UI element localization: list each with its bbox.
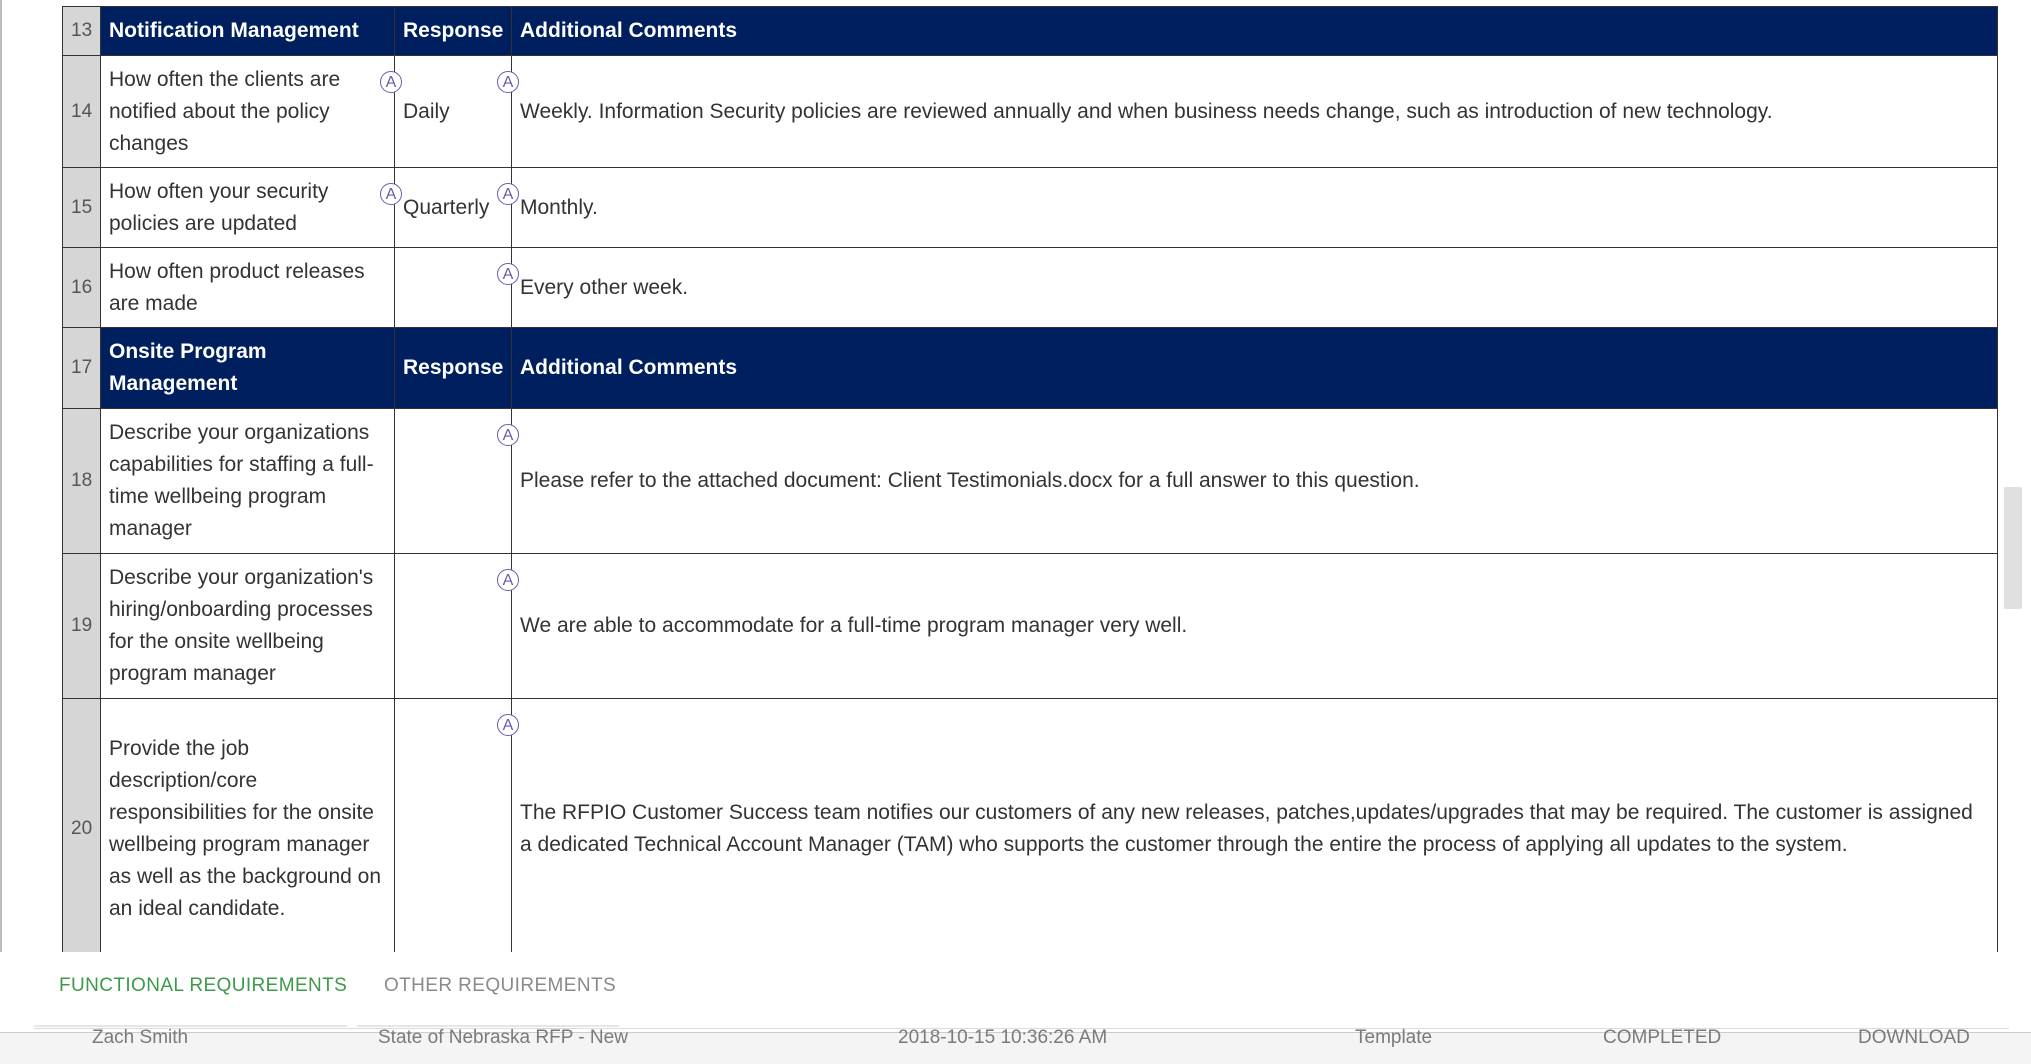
response-header-label: Response bbox=[403, 356, 504, 379]
tab-underline-functional bbox=[34, 1025, 347, 1027]
answer-library-icon[interactable]: A bbox=[497, 714, 519, 736]
response-header-cell[interactable] bbox=[395, 7, 512, 56]
response-cell[interactable] bbox=[395, 248, 512, 328]
response-cell[interactable] bbox=[395, 409, 512, 554]
response-value: Daily bbox=[403, 99, 450, 123]
response-value: Quarterly bbox=[403, 195, 490, 219]
table-row bbox=[63, 699, 1998, 959]
table-row bbox=[63, 409, 1998, 554]
question-cell[interactable]: How often your security policies are updated bbox=[101, 168, 395, 248]
spreadsheet-viewport[interactable] bbox=[62, 6, 2003, 952]
comment-cell[interactable] bbox=[502, 56, 1998, 168]
comment-cell[interactable] bbox=[502, 699, 1998, 959]
response-cell[interactable] bbox=[395, 554, 512, 699]
comments-header-cell[interactable] bbox=[512, 7, 1998, 56]
response-cell[interactable] bbox=[395, 699, 512, 959]
row-number[interactable]: 15 bbox=[63, 168, 101, 248]
comments-header-label: Additional Comments bbox=[520, 19, 738, 42]
answer-library-icon[interactable]: A bbox=[497, 71, 519, 93]
list-cell-project: State of Nebraska RFP - New bbox=[378, 1027, 628, 1048]
section-title-cell[interactable]: Notification Management bbox=[101, 7, 395, 56]
table-row bbox=[63, 554, 1998, 699]
row-number[interactable]: 20 bbox=[63, 699, 101, 959]
row-number[interactable]: 17 bbox=[63, 328, 101, 409]
section-header-row bbox=[63, 328, 1998, 409]
tab-functional-requirements[interactable]: FUNCTIONAL REQUIREMENTS bbox=[59, 975, 348, 996]
comment-cell[interactable] bbox=[502, 168, 1998, 248]
answer-library-icon[interactable]: A bbox=[380, 183, 402, 205]
comment-text: We are able to accommodate for a full-time program manager very well. bbox=[520, 614, 1188, 637]
response-cell[interactable] bbox=[385, 56, 512, 168]
row-number[interactable]: 19 bbox=[63, 554, 101, 699]
response-header-cell[interactable] bbox=[395, 328, 512, 409]
comment-cell[interactable] bbox=[502, 409, 1998, 554]
comment-cell[interactable] bbox=[502, 248, 1998, 328]
list-cell-owner: Zach Smith bbox=[92, 1027, 189, 1048]
table-row bbox=[63, 248, 1998, 328]
scrollbar-thumb[interactable] bbox=[2004, 487, 2022, 609]
comment-text: Weekly. Information Security policies are reviewed annually and when business needs change, such as introduction of new technology. bbox=[520, 99, 1773, 123]
answer-library-icon[interactable]: A bbox=[497, 424, 519, 446]
answer-library-icon[interactable]: A bbox=[497, 183, 519, 205]
question-cell[interactable]: How often the clients are notified about the policy changes bbox=[101, 56, 395, 168]
table-row bbox=[63, 168, 1998, 248]
answer-library-icon[interactable]: A bbox=[497, 569, 519, 591]
question-cell[interactable]: Describe your organization's hiring/onboarding processes for the onsite wellbeing program manager bbox=[101, 554, 395, 699]
row-number[interactable]: 18 bbox=[63, 409, 101, 554]
section-title-cell[interactable]: Onsite Program Management bbox=[101, 328, 395, 409]
section-header-row bbox=[63, 7, 1998, 56]
comments-header-label: Additional Comments bbox=[520, 356, 738, 379]
list-cell-type: Template bbox=[1355, 1027, 1433, 1048]
row-number[interactable]: 13 bbox=[63, 7, 101, 56]
question-cell[interactable]: How often product releases are made bbox=[101, 248, 395, 328]
comment-text: Please refer to the attached document: Client Testimonials.docx for a full answer to this question. bbox=[520, 469, 1420, 492]
comment-text: Every other week. bbox=[520, 275, 689, 299]
list-cell-status: COMPLETED bbox=[1603, 1027, 1722, 1048]
spreadsheet-table bbox=[62, 6, 1998, 959]
table-row bbox=[63, 56, 1998, 168]
comment-text: Monthly. bbox=[520, 195, 598, 219]
comment-cell[interactable] bbox=[502, 554, 1998, 699]
tab-other-requirements[interactable]: OTHER REQUIREMENTS bbox=[384, 975, 617, 996]
question-cell[interactable]: Describe your organizations capabilities for staffing a full-time wellbeing program manager bbox=[101, 409, 395, 554]
sheet-tab-bar bbox=[0, 952, 2003, 1032]
response-header-label: Response bbox=[403, 19, 504, 42]
row-number[interactable]: 14 bbox=[63, 56, 101, 168]
underlying-list-row bbox=[0, 1027, 2031, 1064]
response-cell[interactable] bbox=[385, 168, 512, 248]
comment-text: The RFPIO Customer Success team notifies our customers of any new releases, patches,updates/upgrades that may be required. The customer is assigned a dedicated Technical Account Manager (TAM) who supports the customer through the entire the process of applying all updates to the system. bbox=[520, 800, 1973, 856]
window-left-edge bbox=[0, 0, 2, 1040]
list-cell-date: 2018-10-15 10:36:26 AM bbox=[898, 1027, 1108, 1048]
list-cell-action[interactable]: DOWNLOAD bbox=[1858, 1027, 1970, 1048]
answer-library-icon[interactable]: A bbox=[497, 263, 519, 285]
answer-library-icon[interactable]: A bbox=[380, 71, 402, 93]
comments-header-cell[interactable] bbox=[512, 328, 1998, 409]
row-number[interactable]: 16 bbox=[63, 248, 101, 328]
question-cell[interactable]: Provide the job description/core responsibilities for the onsite wellbeing program manager as well as the background on an ideal candidate. bbox=[101, 699, 395, 959]
